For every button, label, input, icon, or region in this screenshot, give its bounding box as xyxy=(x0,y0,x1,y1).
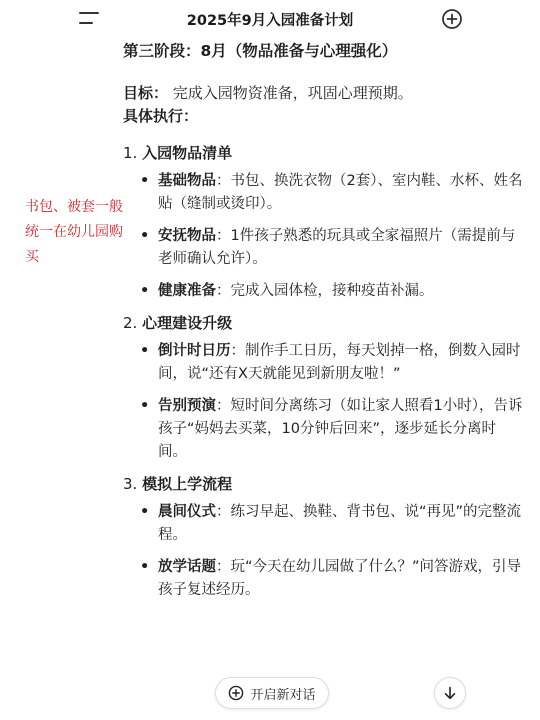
list-item xyxy=(140,501,523,547)
item-label: 晨间仪式 xyxy=(158,504,216,520)
item-text: ：练习早起、换鞋、背书包、说“再见”的完整流程。 xyxy=(158,504,522,543)
item-text: ：短时间分离练习（如让家人照看1小时），告诉孩子“妈妈去买菜，10分钟后回来”，逐步延长分离时间。 xyxy=(158,398,523,460)
new-chat-button[interactable] xyxy=(215,677,329,709)
item-label: 基础物品 xyxy=(158,173,216,189)
message-content xyxy=(123,40,523,611)
section-title-text: 心理建设升级 xyxy=(142,314,233,332)
item-text: ：玩“今天在幼儿园做了什么？”问答游戏，引导孩子复述经历。 xyxy=(158,559,522,598)
section-title xyxy=(123,142,523,164)
page-title: 2025年9月入园准备计划 xyxy=(186,13,354,29)
section-number: 1. xyxy=(123,144,138,162)
new-chat-label: 开启新对话 xyxy=(250,687,316,703)
section-title xyxy=(123,312,523,334)
section-title-text: 入园物品清单 xyxy=(142,144,233,162)
section-number: 2. xyxy=(123,314,138,332)
item-label: 健康准备 xyxy=(158,283,216,299)
list-item xyxy=(140,395,523,464)
list-item xyxy=(140,225,523,271)
plus-circle-icon[interactable] xyxy=(441,8,463,30)
item-text: ：书包、换洗衣物（2套）、室内鞋、水杯、姓名贴（缝制或烫印）。 xyxy=(158,173,523,212)
item-text: ：1件孩子熟悉的玩具或全家福照片（需提前与老师确认允许）。 xyxy=(158,228,516,267)
goal-label: 目标： xyxy=(123,84,169,102)
scroll-down-button[interactable] xyxy=(434,677,466,709)
item-label: 倒计时日历 xyxy=(158,343,231,359)
section-number: 3. xyxy=(123,475,138,493)
section-title-text: 模拟上学流程 xyxy=(142,475,233,493)
arrow-down-icon xyxy=(442,685,458,701)
item-text: ：完成入园体检，接种疫苗补漏。 xyxy=(216,283,434,299)
item-label: 放学话题 xyxy=(158,559,216,575)
list-item xyxy=(140,280,523,303)
section xyxy=(123,312,523,464)
top-bar xyxy=(0,0,540,38)
section xyxy=(123,473,523,602)
list-item xyxy=(140,170,523,216)
list-item xyxy=(140,340,523,386)
item-text: ：制作手工日历，每天划掉一格，倒数入园时间，说“还有X天就能见到新朋友啦！” xyxy=(158,343,521,382)
section-title xyxy=(123,473,523,495)
goal-line xyxy=(123,82,523,105)
section xyxy=(123,142,523,303)
item-label: 安抚物品 xyxy=(158,228,216,244)
exec-label: 具体执行： xyxy=(123,107,199,125)
plus-circle-icon xyxy=(228,685,244,701)
goal-text: 完成入园物资准备，巩固心理预期。 xyxy=(172,84,413,102)
item-label: 告别预演 xyxy=(158,398,216,414)
list-item xyxy=(140,556,523,602)
stage-title: 第三阶段：8月（物品准备与心理强化） xyxy=(123,42,398,60)
handwritten-annotation: 书包、被套一般统一在幼儿园购买 xyxy=(25,199,123,265)
